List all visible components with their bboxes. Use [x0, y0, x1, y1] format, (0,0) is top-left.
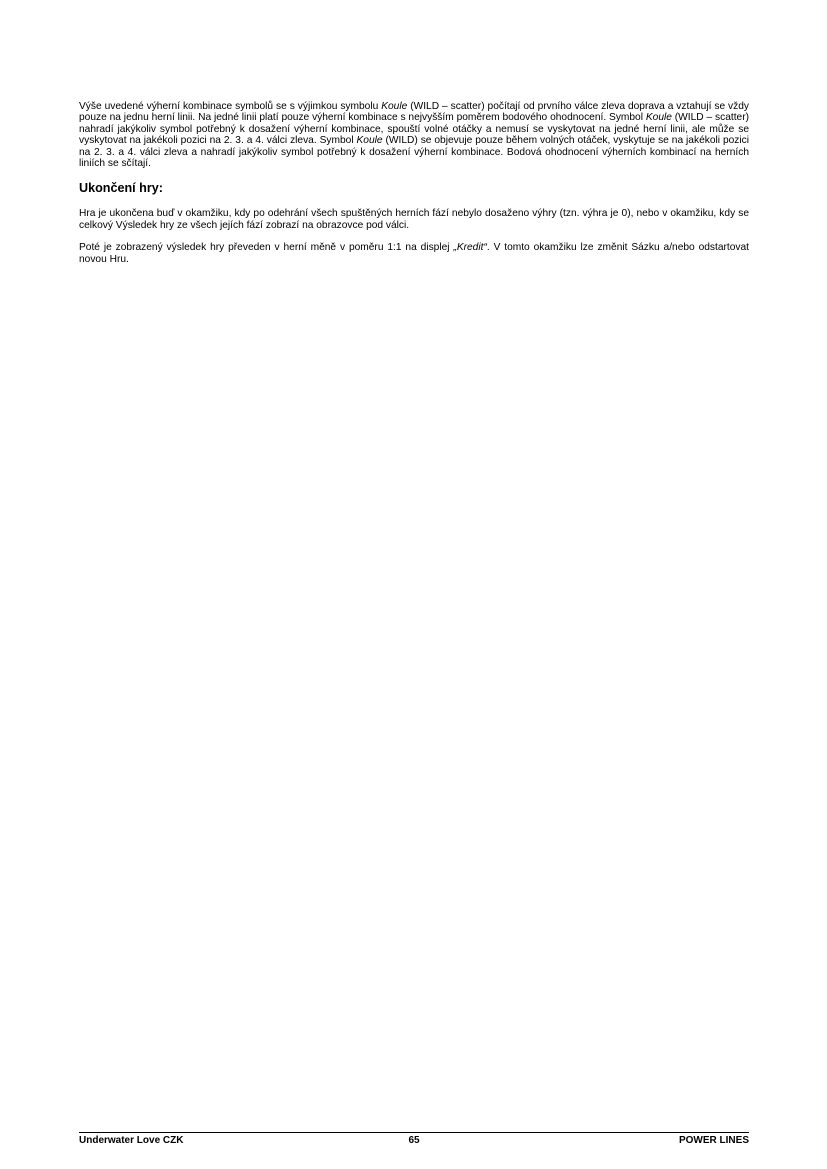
page-footer — [79, 1132, 749, 1147]
document-body — [79, 101, 749, 265]
paragraph-spacer — [79, 231, 749, 242]
paragraph-win-combinations — [79, 101, 749, 169]
italic-symbol-name: Koule — [645, 112, 672, 124]
footer-page-number: 65 — [408, 1135, 420, 1146]
text-segment: . V tomto okamžiku lze změnit Sázku a/nebo odstartovat novou Hru. — [79, 242, 749, 265]
text-segment: (WILD – scatter) nahradí jakýkoliv symbol potřebný k dosažení výherní kombinace, spouští volné otáčky a nemusí se vyskytovat na jedné herní linii, ale může se vyskytovat na jakékoli pozici na 2. 3. a 4. válci zleva. Symbol — [79, 112, 749, 147]
paragraph-game-end: Hra je ukončena buď v okamžiku, kdy po odehrání všech spuštěných herních fází nebylo dosaženo výhry (tzn. výhra je 0), nebo v okamžiku, kdy se celkový Výsledek hry ze všech jejích fází zobrazí na obrazovce pod válci. — [79, 208, 749, 231]
section-heading: Ukončení hry: — [79, 181, 163, 196]
italic-symbol-name: Koule — [356, 135, 383, 147]
text-segment: Výše uvedené výherní kombinace symbolů se s výjimkou symbolu — [79, 101, 382, 112]
italic-display-name: „Kredit“ — [453, 242, 487, 254]
text-segment: (WILD – scatter) počítají od prvního válce zleva doprava a vztahují se vždy pouze na jednu herní linii. Na jedné linii platí pouze výherní kombinace s nejvyšším poměrem bodového ohodnocení. Symbol — [79, 101, 750, 124]
italic-symbol-name: Koule — [381, 101, 408, 112]
footer-game-title: Underwater Love CZK — [79, 1135, 184, 1146]
text-segment: (WILD) se objevuje pouze během volných otáček, vyskytuje se na jakékoli pozici na 2. 3. a 4. válci zleva a nahradí jakýkoliv symbol potřebný k dosažení výherní kombinace. Bodová ohodnocení výherních kombinací na herních liniích se sčítají. — [79, 135, 749, 170]
footer-product-name: POWER LINES — [678, 1135, 749, 1146]
paragraph-result-transfer — [79, 242, 749, 265]
text-segment: Poté je zobrazený výsledek hry převeden v herní měně v poměru 1:1 na displej — [79, 242, 454, 254]
